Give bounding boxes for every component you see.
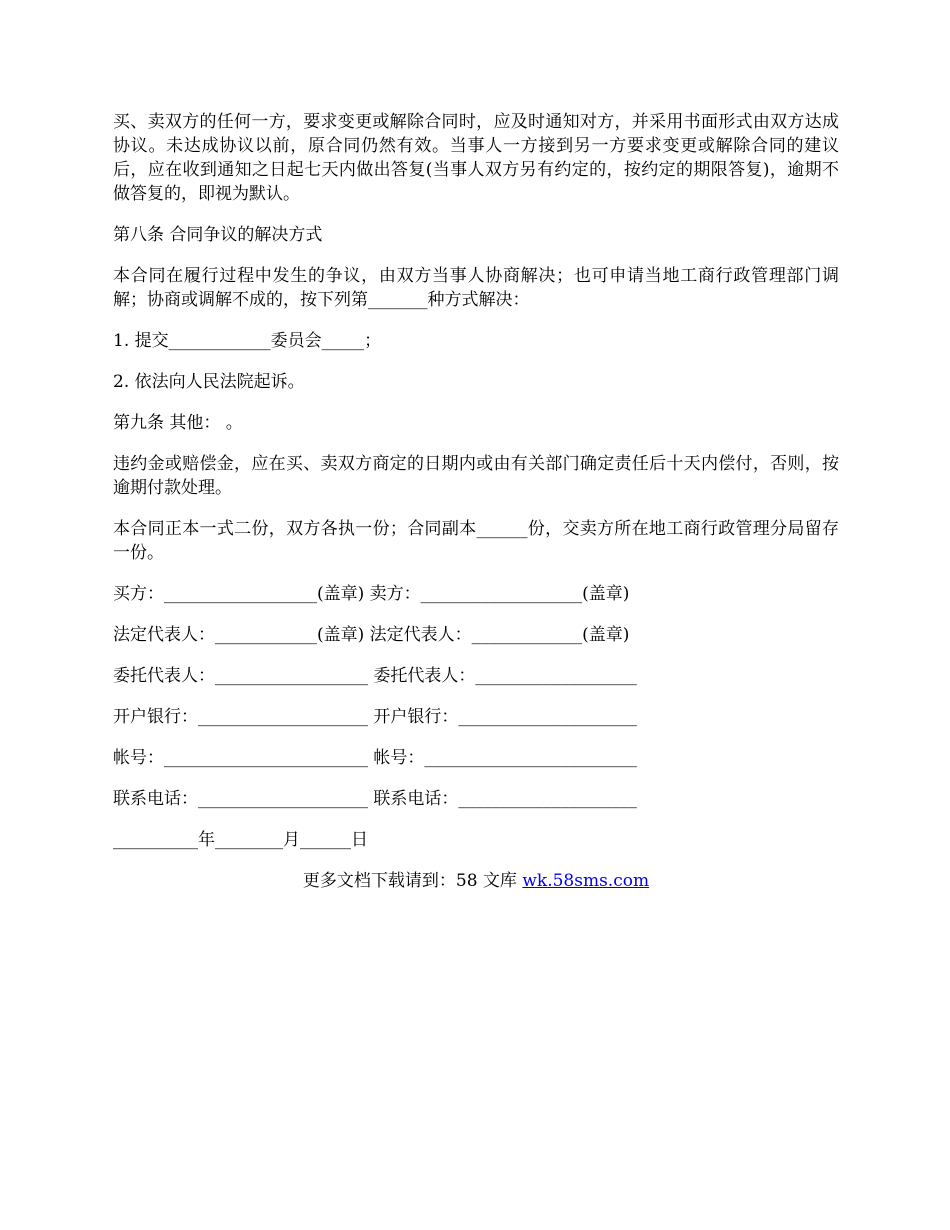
article-8-heading: 第八条 合同争议的解决方式 bbox=[113, 225, 323, 245]
footer-text: 更多文档下载请到：58 文库 bbox=[302, 871, 523, 891]
paragraph-contract-change: 买、卖双方的任何一方，要求变更或解除合同时，应及时通知对方，并采用书面形式由双方达成协议。未达成协议以前，原合同仍然有效。当事人一方接到另一方要求变更或解除合同的建议后，应在收到通知之日起七天内做出答复(当事人双方另有约定的，按约定的期限答复)，逾期不做答复的，即视为默认。 bbox=[113, 112, 839, 204]
paragraph-penalty: 违约金或赔偿金，应在买、卖双方商定的日期内或由有关部门确定责任后十天内偿付，否则，按逾期付款处理。 bbox=[113, 454, 839, 498]
signature-line-phone: 联系电话：____________________ 联系电话：_____________________ bbox=[113, 789, 637, 809]
paragraph-dispute-resolution: 本合同在履行过程中发生的争议，由双方当事人协商解决；也可申请当地工商行政管理部门调解；协商或调解不成的，按下列第_______种方式解决： bbox=[113, 266, 839, 310]
signature-line-agent: 委托代表人：__________________ 委托代表人：___________________ bbox=[113, 666, 637, 686]
signature-line-bank: 开户银行：____________________ 开户银行：_____________________ bbox=[113, 707, 637, 727]
option-2-litigation: 2. 依法向人民法院起诉。 bbox=[113, 372, 305, 392]
signature-line-account: 帐号：________________________ 帐号：_________________________ bbox=[113, 748, 637, 768]
footer bbox=[113, 869, 839, 893]
paragraph-copies: 本合同正本一式二份，双方各执一份；合同副本______份，交卖方所在地工商行政管理分局留存一份。 bbox=[113, 519, 839, 563]
signature-line-date: __________年________月______日 bbox=[113, 830, 368, 850]
footer-link[interactable]: wk.58sms.com bbox=[522, 871, 650, 891]
signature-line-legal-rep: 法定代表人：____________(盖章) 法定代表人：_____________(盖章) bbox=[113, 625, 630, 645]
signature-line-parties: 买方：__________________(盖章) 卖方：___________________(盖章) bbox=[113, 584, 630, 604]
article-9-heading: 第九条 其他： 。 bbox=[113, 413, 243, 433]
option-1-arbitration: 1. 提交____________委员会_____； bbox=[113, 331, 382, 351]
document-page bbox=[113, 110, 839, 893]
